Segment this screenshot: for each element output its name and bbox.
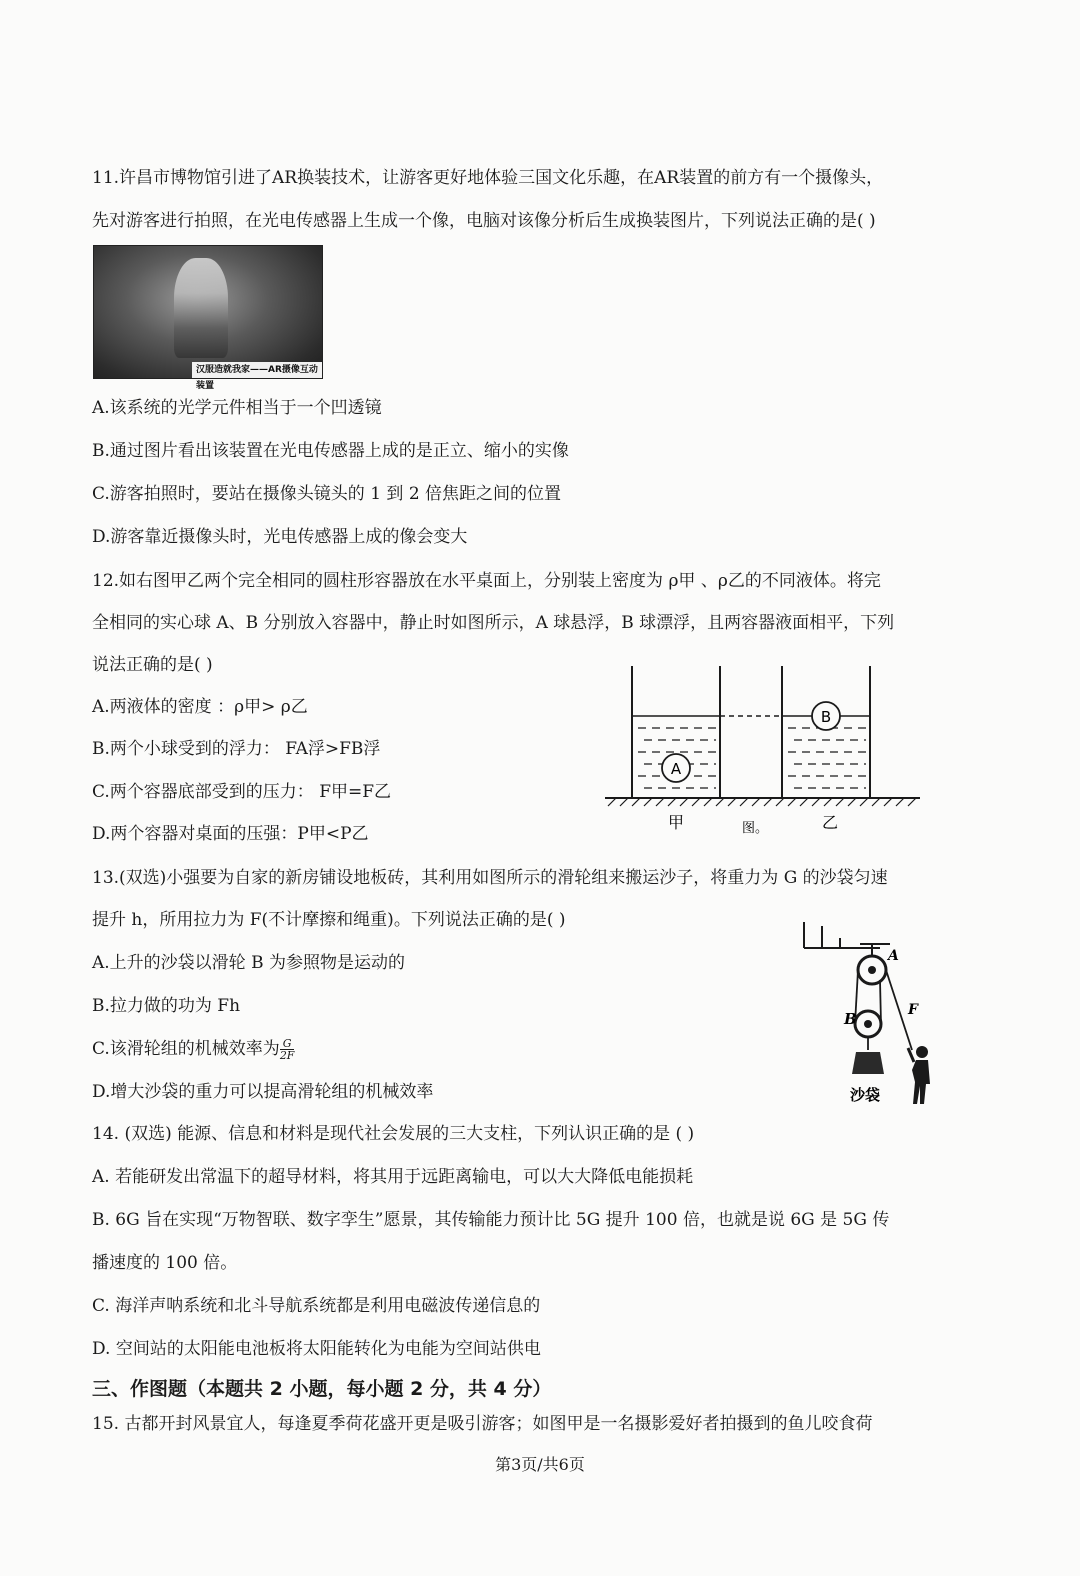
efficiency-fraction: $\frac{G}{2F}$: [279, 1037, 295, 1062]
q14-stem-line1: 14. (双选) 能源、信息和材料是现代社会发展的三大支柱，下列认识正确的是 ( ): [92, 1124, 695, 1144]
page-footer: 第3页/共6页: [495, 1455, 585, 1474]
label-jia: 甲: [667, 813, 685, 832]
label-sandbag: 沙袋: [850, 1086, 881, 1104]
q13-option-b: B.拉力做的功为 Fh: [92, 996, 241, 1016]
label-figure: 图。: [741, 821, 769, 836]
label-pulley-a: A: [888, 948, 899, 964]
q11-stem-line1: 11.许昌市博物馆引进了AR换装技术，让游客更好地体验三国文化乐趣，在AR装置的前方有一个摄像头，: [92, 168, 884, 188]
q12-option-c: C.两个容器底部受到的压力： F甲=F乙: [92, 782, 392, 802]
q12-option-b: B.两个小球受到的浮力： FA浮>FB浮: [92, 739, 381, 759]
q11-option-c: C.游客拍照时，要站在摄像头镜头的 1 到 2 倍焦距之间的位置: [92, 484, 562, 504]
label-yi: 乙: [821, 813, 839, 832]
q12-option-d: D.两个容器对桌面的压强：P甲<P乙: [92, 824, 369, 844]
person-icon: [908, 1046, 930, 1104]
q12-stem-line2: 全相同的实心球 A、B 分别放入容器中，静止时如图所示，A 球悬浮，B 球漂浮，且两容器液面相平，下列: [92, 613, 895, 633]
q14-option-d: D. 空间站的太阳能电池板将太阳能转化为电能为空间站供电: [92, 1339, 541, 1359]
svg-text:B: B: [820, 708, 832, 726]
q12-stem-line3: 说法正确的是( ): [92, 655, 213, 675]
q11-option-a: A.该系统的光学元件相当于一个凹透镜: [92, 398, 382, 418]
q13-stem-line1: 13.(双选)小强要为自家的新房铺设地板砖，其利用如图所示的滑轮组来搬运沙子，将重力为 G 的沙袋匀速: [92, 868, 888, 888]
photo-caption: 汉服造就我家——AR摄像互动装置: [192, 362, 322, 378]
q14-option-b-line1: B. 6G 旨在实现“万物智联、数字孪生”愿景，其传输能力预计比 5G 提升 100 倍，也就是说 6G 是 5G 传: [92, 1210, 890, 1230]
pulley-figure: [800, 920, 950, 1110]
q14-option-a: A. 若能研发出常温下的超导材料，将其用于远距离输电，可以大大降低电能损耗: [92, 1167, 694, 1187]
visitor-figure: [174, 258, 228, 358]
label-pulley-b: B: [844, 1010, 857, 1028]
q12-option-a: A.两液体的密度 ：ρ甲> ρ乙: [92, 697, 308, 717]
label-force-f: F: [908, 1002, 918, 1018]
q13-option-c-text: C.该滑轮组的机械效率为: [92, 1039, 280, 1059]
sandbag-icon: [852, 1052, 884, 1074]
q12-stem-line1: 12.如右图甲乙两个完全相同的圆柱形容器放在水平桌面上，分别装上密度为 ρ甲 、ρ乙的不同液体。将完: [92, 571, 881, 591]
ar-exhibit-photo: [93, 245, 323, 391]
q11-option-d: D.游客靠近摄像头时，光电传感器上成的像会变大: [92, 527, 468, 547]
section-3-title: 三、作图题（本题共 2 小题，每小题 2 分，共 4 分）: [92, 1378, 552, 1400]
q13-option-c: [92, 1037, 294, 1061]
q13-stem-line2: 提升 h，所用拉力为 F(不计摩擦和绳重)。下列说法正确的是( ): [92, 910, 566, 930]
q14-option-c: C. 海洋声呐系统和北斗导航系统都是利用电磁波传递信息的: [92, 1296, 541, 1316]
ball-b: [812, 702, 840, 730]
q13-option-d: D.增大沙袋的重力可以提高滑轮组的机械效率: [92, 1082, 434, 1102]
q14-option-b-line2: 播速度的 100 倍。: [92, 1253, 238, 1273]
q11-option-b: B.通过图片看出该装置在光电传感器上成的是正立、缩小的实像: [92, 441, 569, 461]
svg-text:A: A: [670, 760, 682, 778]
q15-stem-line1: 15. 古都开封风景宜人，每逢夏季荷花盛开更是吸引游客；如图甲是一名摄影爱好者拍摄到的鱼儿咬食荷: [92, 1414, 873, 1434]
q13-option-a: A.上升的沙袋以滑轮 B 为参照物是运动的: [92, 953, 405, 973]
ball-a: [662, 754, 690, 782]
containers-figure: [600, 660, 930, 840]
q11-stem-line2: 先对游客进行拍照，在光电传感器上生成一个像，电脑对该像分析后生成换装图片，下列说法正确的是( ): [92, 211, 876, 231]
